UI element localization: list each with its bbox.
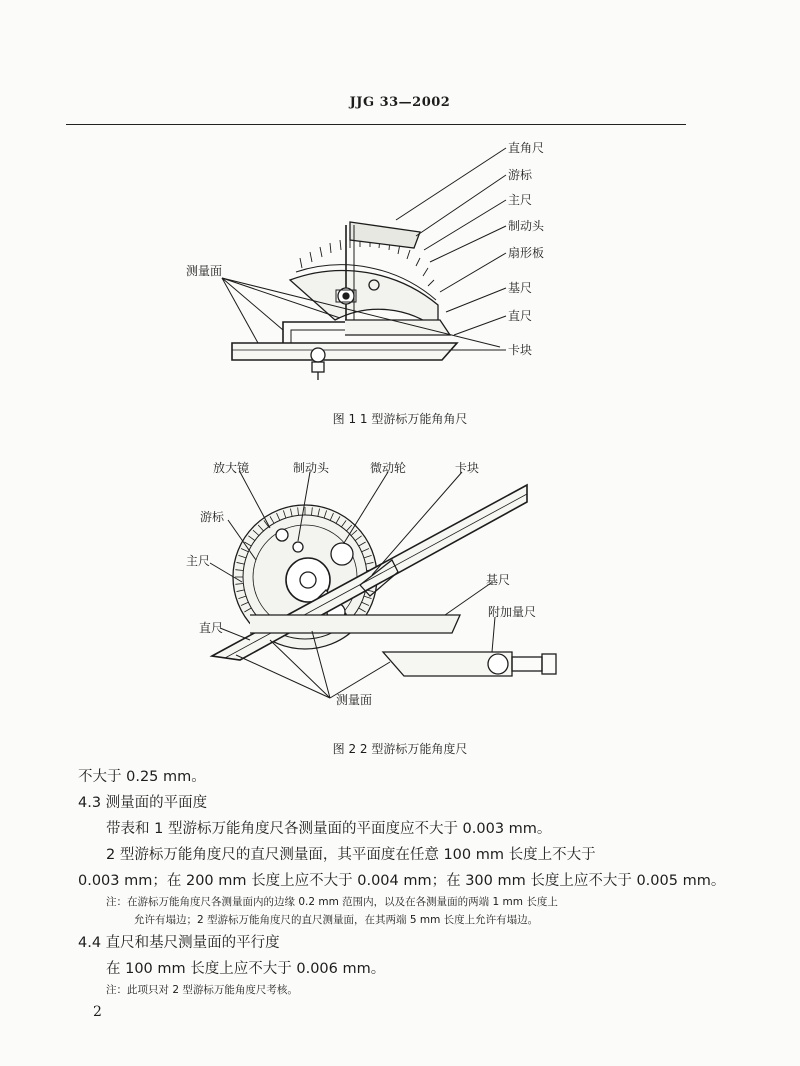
fig1-label-clip: 卡块: [508, 343, 533, 357]
fig1-label-straight: 直尺: [508, 309, 533, 323]
body-line-continuation: 不大于 0.25 mm。: [78, 769, 206, 785]
fig1-label-brake: 制动头: [508, 219, 545, 233]
fig1-label-main-scale: 主尺: [508, 193, 533, 207]
section-4-3-note-line-1: 注：在游标万能角度尺各测量面内的边缘 0.2 mm 范围内，以及在各测量面的两端 1 mm 长度上: [106, 896, 558, 908]
fig1-label-sector: 扇形板: [508, 246, 545, 260]
section-4-4-note: 注：此项只对 2 型游标万能角度尺考核。: [106, 984, 298, 996]
section-4-3-paragraph-2-line-1: 2 型游标万能角度尺的直尺测量面，其平面度在任意 100 mm 长度上不大于: [106, 847, 596, 863]
fig1-label-square: 直角尺: [508, 141, 545, 155]
section-4-3-paragraph-2-line-2: 0.003 mm；在 200 mm 长度上应不大于 0.004 mm；在 300 mm 长度上应不大于 0.005 mm。: [78, 873, 726, 889]
fig2-label-brake: 制动头: [293, 461, 330, 475]
figure-2-caption: 图 2 2 型游标万能角度尺: [332, 742, 468, 756]
fig1-label-surface: 测量面: [186, 264, 223, 278]
fig2-label-straight: 直尺: [199, 621, 224, 635]
section-4-3-heading: 4.3 测量面的平面度: [78, 795, 208, 811]
page-number: 2: [93, 1004, 102, 1020]
figure-1-caption: 图 1 1 型游标万能角角尺: [332, 412, 468, 426]
page-header-title: JJG 33—2002: [349, 95, 451, 110]
fig1-label-base: 基尺: [508, 281, 533, 295]
section-4-4-heading: 4.4 直尺和基尺测量面的平行度: [78, 935, 280, 951]
section-4-3-note-line-2: 允许有塌边；2 型游标万能角度尺的直尺测量面，在其两端 5 mm 长度上允许有塌边。: [134, 914, 539, 926]
fig2-label-clip: 卡块: [455, 461, 480, 475]
fig1-label-vernier: 游标: [508, 168, 533, 182]
section-4-4-paragraph: 在 100 mm 长度上应不大于 0.006 mm。: [106, 961, 386, 977]
fig2-label-base: 基尺: [486, 573, 511, 587]
fig2-label-surface: 测量面: [336, 693, 373, 707]
fig2-label-main-scale: 主尺: [186, 554, 211, 568]
section-4-3-paragraph-1: 带表和 1 型游标万能角度尺各测量面的平面度应不大于 0.003 mm。: [106, 821, 552, 837]
fig2-label-extension: 附加量尺: [488, 605, 537, 619]
fig2-label-fine-adjust: 微动轮: [370, 461, 407, 475]
fig2-label-vernier: 游标: [200, 510, 225, 524]
fig2-label-magnifier: 放大镜: [213, 461, 250, 475]
